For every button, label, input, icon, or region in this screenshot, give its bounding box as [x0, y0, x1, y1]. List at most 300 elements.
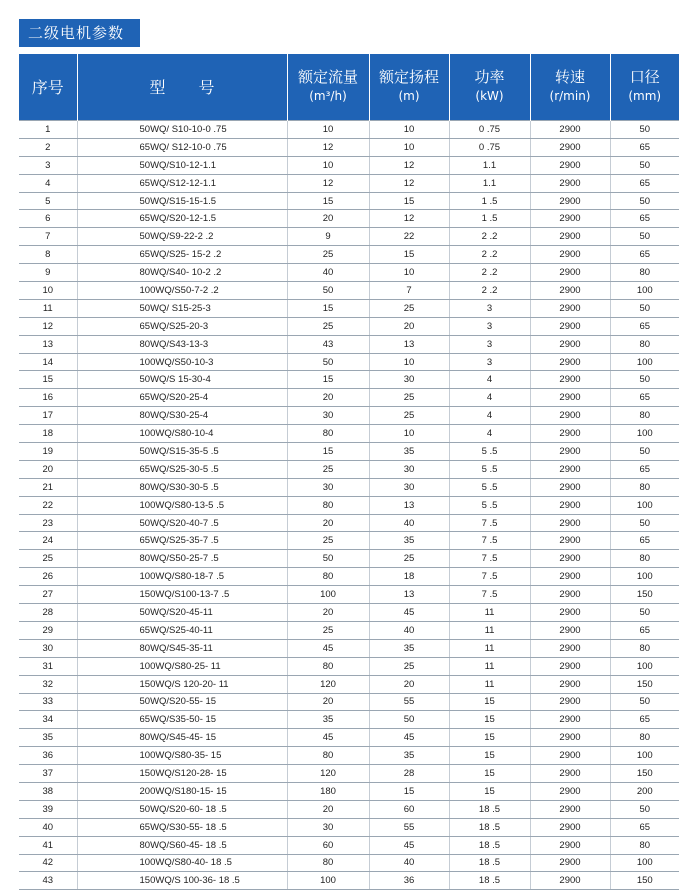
cell-model: 65WQ/S25-20-3: [77, 317, 287, 335]
cell-power: 18 .5: [449, 818, 530, 836]
section-title: 二级电机参数: [19, 19, 140, 47]
cell-index: 8: [19, 246, 77, 264]
cell-power: 15: [449, 711, 530, 729]
cell-head: 25: [369, 550, 449, 568]
col-header-head: 额定扬程 (m): [369, 54, 449, 121]
cell-index: 9: [19, 264, 77, 282]
cell-flow: 20: [287, 800, 369, 818]
cell-flow: 100: [287, 872, 369, 890]
cell-speed: 2900: [530, 586, 610, 604]
cell-index: 32: [19, 675, 77, 693]
cell-diameter: 65: [610, 460, 679, 478]
cell-model: 50WQ/S10-12-1.1: [77, 156, 287, 174]
cell-diameter: 80: [610, 729, 679, 747]
cell-index: 23: [19, 514, 77, 532]
cell-flow: 25: [287, 246, 369, 264]
cell-index: 3: [19, 156, 77, 174]
cell-model: 100WQ/S80-25- 11: [77, 657, 287, 675]
cell-power: 18 .5: [449, 854, 530, 872]
cell-flow: 20: [287, 604, 369, 622]
cell-diameter: 65: [610, 818, 679, 836]
cell-head: 60: [369, 800, 449, 818]
cell-head: 10: [369, 353, 449, 371]
cell-model: 50WQ/S20-45-11: [77, 604, 287, 622]
cell-index: 37: [19, 765, 77, 783]
cell-model: 65WQ/ S12-10-0 .75: [77, 138, 287, 156]
cell-speed: 2900: [530, 460, 610, 478]
cell-index: 12: [19, 317, 77, 335]
table-row: [19, 138, 679, 156]
cell-speed: 2900: [530, 425, 610, 443]
cell-head: 15: [369, 192, 449, 210]
cell-power: 1 .5: [449, 210, 530, 228]
cell-power: 11: [449, 639, 530, 657]
cell-flow: 15: [287, 192, 369, 210]
cell-diameter: 50: [610, 693, 679, 711]
cell-index: 28: [19, 604, 77, 622]
cell-diameter: 100: [610, 854, 679, 872]
table-row: [19, 478, 679, 496]
cell-model: 100WQ/S80-18-7 .5: [77, 568, 287, 586]
cell-speed: 2900: [530, 192, 610, 210]
table-row: [19, 156, 679, 174]
cell-model: 65WQ/S25-40-11: [77, 621, 287, 639]
cell-power: 5 .5: [449, 443, 530, 461]
cell-index: 34: [19, 711, 77, 729]
cell-model: 100WQ/S80-13-5 .5: [77, 496, 287, 514]
cell-power: 11: [449, 675, 530, 693]
cell-flow: 12: [287, 138, 369, 156]
cell-model: 100WQ/S50-7-2 .2: [77, 282, 287, 300]
table-row: [19, 765, 679, 783]
cell-model: 150WQ/S 100-36- 18 .5: [77, 872, 287, 890]
cell-diameter: 80: [610, 639, 679, 657]
cell-flow: 15: [287, 443, 369, 461]
cell-head: 7: [369, 282, 449, 300]
cell-speed: 2900: [530, 210, 610, 228]
cell-diameter: 80: [610, 264, 679, 282]
cell-power: 3: [449, 317, 530, 335]
table-row: [19, 246, 679, 264]
cell-diameter: 80: [610, 407, 679, 425]
cell-diameter: 50: [610, 514, 679, 532]
cell-speed: 2900: [530, 478, 610, 496]
cell-index: 1: [19, 121, 77, 139]
cell-speed: 2900: [530, 711, 610, 729]
cell-speed: 2900: [530, 693, 610, 711]
table-row: [19, 693, 679, 711]
cell-speed: 2900: [530, 371, 610, 389]
cell-diameter: 100: [610, 747, 679, 765]
cell-model: 65WQ/S12-12-1.1: [77, 174, 287, 192]
cell-index: 19: [19, 443, 77, 461]
cell-power: 3: [449, 335, 530, 353]
cell-index: 16: [19, 389, 77, 407]
cell-flow: 20: [287, 514, 369, 532]
cell-diameter: 50: [610, 371, 679, 389]
cell-head: 35: [369, 747, 449, 765]
col-header-flow: 额定流量 (m³/h): [287, 54, 369, 121]
cell-head: 15: [369, 782, 449, 800]
cell-power: 4: [449, 407, 530, 425]
cell-power: 4: [449, 425, 530, 443]
cell-head: 12: [369, 210, 449, 228]
table-body: [19, 121, 679, 890]
cell-flow: 15: [287, 299, 369, 317]
cell-index: 35: [19, 729, 77, 747]
table-row: [19, 657, 679, 675]
table-row: [19, 800, 679, 818]
cell-index: 39: [19, 800, 77, 818]
cell-speed: 2900: [530, 496, 610, 514]
cell-head: 20: [369, 675, 449, 693]
table-row: [19, 782, 679, 800]
cell-flow: 80: [287, 854, 369, 872]
cell-speed: 2900: [530, 872, 610, 890]
cell-power: 15: [449, 747, 530, 765]
cell-diameter: 65: [610, 246, 679, 264]
col-header-model: 型 号: [77, 54, 287, 121]
table-row: [19, 389, 679, 407]
cell-speed: 2900: [530, 639, 610, 657]
cell-head: 35: [369, 443, 449, 461]
cell-head: 30: [369, 478, 449, 496]
cell-diameter: 80: [610, 550, 679, 568]
cell-speed: 2900: [530, 264, 610, 282]
cell-speed: 2900: [530, 138, 610, 156]
cell-diameter: 100: [610, 496, 679, 514]
cell-model: 50WQ/S20-60- 18 .5: [77, 800, 287, 818]
table-row: [19, 210, 679, 228]
cell-flow: 45: [287, 729, 369, 747]
cell-power: 4: [449, 389, 530, 407]
cell-index: 36: [19, 747, 77, 765]
cell-power: 4: [449, 371, 530, 389]
cell-diameter: 100: [610, 568, 679, 586]
cell-head: 35: [369, 639, 449, 657]
cell-head: 13: [369, 586, 449, 604]
cell-index: 38: [19, 782, 77, 800]
cell-index: 24: [19, 532, 77, 550]
cell-index: 31: [19, 657, 77, 675]
cell-flow: 43: [287, 335, 369, 353]
cell-power: 15: [449, 765, 530, 783]
table-row: [19, 228, 679, 246]
cell-model: 65WQ/S20-25-4: [77, 389, 287, 407]
cell-diameter: 65: [610, 532, 679, 550]
cell-flow: 12: [287, 174, 369, 192]
cell-power: 18 .5: [449, 836, 530, 854]
cell-model: 65WQ/S30-55- 18 .5: [77, 818, 287, 836]
cell-speed: 2900: [530, 604, 610, 622]
table-row: [19, 550, 679, 568]
cell-diameter: 50: [610, 121, 679, 139]
cell-diameter: 50: [610, 192, 679, 210]
cell-index: 29: [19, 621, 77, 639]
cell-model: 65WQ/S25- 15-2 .2: [77, 246, 287, 264]
cell-model: 50WQ/ S10-10-0 .75: [77, 121, 287, 139]
cell-diameter: 50: [610, 604, 679, 622]
cell-model: 100WQ/S50-10-3: [77, 353, 287, 371]
cell-diameter: 65: [610, 317, 679, 335]
cell-flow: 80: [287, 496, 369, 514]
cell-speed: 2900: [530, 228, 610, 246]
cell-speed: 2900: [530, 317, 610, 335]
table-row: [19, 353, 679, 371]
cell-model: 100WQ/S80-10-4: [77, 425, 287, 443]
cell-speed: 2900: [530, 353, 610, 371]
cell-head: 36: [369, 872, 449, 890]
table-row: [19, 639, 679, 657]
cell-power: 11: [449, 657, 530, 675]
cell-index: 22: [19, 496, 77, 514]
table-row: [19, 425, 679, 443]
cell-head: 25: [369, 407, 449, 425]
cell-head: 25: [369, 389, 449, 407]
cell-head: 13: [369, 496, 449, 514]
table-row: [19, 496, 679, 514]
cell-power: 7 .5: [449, 586, 530, 604]
cell-diameter: 50: [610, 800, 679, 818]
cell-index: 30: [19, 639, 77, 657]
cell-power: 7 .5: [449, 532, 530, 550]
cell-speed: 2900: [530, 282, 610, 300]
cell-index: 33: [19, 693, 77, 711]
cell-power: 2 .2: [449, 282, 530, 300]
cell-flow: 100: [287, 586, 369, 604]
cell-flow: 25: [287, 460, 369, 478]
cell-speed: 2900: [530, 568, 610, 586]
cell-diameter: 80: [610, 335, 679, 353]
cell-speed: 2900: [530, 729, 610, 747]
cell-power: 2 .2: [449, 264, 530, 282]
cell-power: 5 .5: [449, 460, 530, 478]
cell-diameter: 150: [610, 675, 679, 693]
cell-diameter: 100: [610, 282, 679, 300]
cell-power: 0 .75: [449, 121, 530, 139]
cell-power: 5 .5: [449, 478, 530, 496]
cell-model: 65WQ/S20-12-1.5: [77, 210, 287, 228]
cell-diameter: 150: [610, 586, 679, 604]
cell-speed: 2900: [530, 836, 610, 854]
table-row: [19, 299, 679, 317]
cell-speed: 2900: [530, 407, 610, 425]
cell-model: 65WQ/S35-50- 15: [77, 711, 287, 729]
cell-speed: 2900: [530, 675, 610, 693]
table-row: [19, 460, 679, 478]
cell-flow: 45: [287, 639, 369, 657]
cell-head: 40: [369, 621, 449, 639]
cell-index: 40: [19, 818, 77, 836]
cell-flow: 15: [287, 371, 369, 389]
cell-model: 100WQ/S80-35- 15: [77, 747, 287, 765]
cell-model: 80WQ/S30-30-5 .5: [77, 478, 287, 496]
cell-model: 50WQ/S9-22-2 .2: [77, 228, 287, 246]
cell-diameter: 50: [610, 299, 679, 317]
cell-head: 40: [369, 854, 449, 872]
cell-diameter: 65: [610, 210, 679, 228]
cell-flow: 180: [287, 782, 369, 800]
cell-flow: 10: [287, 121, 369, 139]
cell-head: 30: [369, 460, 449, 478]
cell-model: 65WQ/S25-35-7 .5: [77, 532, 287, 550]
cell-speed: 2900: [530, 443, 610, 461]
cell-index: 27: [19, 586, 77, 604]
cell-flow: 25: [287, 621, 369, 639]
motor-params-table: [19, 54, 679, 890]
cell-head: 25: [369, 299, 449, 317]
cell-flow: 120: [287, 675, 369, 693]
cell-flow: 80: [287, 747, 369, 765]
cell-diameter: 50: [610, 156, 679, 174]
cell-index: 7: [19, 228, 77, 246]
cell-speed: 2900: [530, 335, 610, 353]
cell-index: 18: [19, 425, 77, 443]
table-row: [19, 854, 679, 872]
cell-diameter: 65: [610, 711, 679, 729]
cell-speed: 2900: [530, 156, 610, 174]
table-row: [19, 621, 679, 639]
cell-flow: 25: [287, 532, 369, 550]
cell-index: 10: [19, 282, 77, 300]
cell-power: 15: [449, 693, 530, 711]
cell-flow: 35: [287, 711, 369, 729]
cell-model: 80WQ/S40- 10-2 .2: [77, 264, 287, 282]
cell-speed: 2900: [530, 747, 610, 765]
cell-speed: 2900: [530, 800, 610, 818]
table-header-row: [19, 54, 679, 121]
table-row: [19, 192, 679, 210]
cell-power: 7 .5: [449, 550, 530, 568]
cell-index: 14: [19, 353, 77, 371]
cell-head: 45: [369, 729, 449, 747]
cell-head: 12: [369, 174, 449, 192]
table-row: [19, 121, 679, 139]
cell-flow: 60: [287, 836, 369, 854]
cell-index: 5: [19, 192, 77, 210]
cell-index: 21: [19, 478, 77, 496]
cell-power: 3: [449, 299, 530, 317]
cell-flow: 20: [287, 389, 369, 407]
cell-power: 5 .5: [449, 496, 530, 514]
cell-model: 50WQ/S15-35-5 .5: [77, 443, 287, 461]
table-row: [19, 443, 679, 461]
cell-model: 200WQ/S180-15- 15: [77, 782, 287, 800]
cell-speed: 2900: [530, 854, 610, 872]
cell-flow: 30: [287, 818, 369, 836]
table-row: [19, 836, 679, 854]
table-row: [19, 282, 679, 300]
cell-speed: 2900: [530, 532, 610, 550]
table-row: [19, 675, 679, 693]
table-row: [19, 371, 679, 389]
cell-head: 25: [369, 657, 449, 675]
cell-speed: 2900: [530, 765, 610, 783]
table-row: [19, 747, 679, 765]
cell-power: 11: [449, 621, 530, 639]
cell-head: 28: [369, 765, 449, 783]
cell-model: 80WQ/S45-35-11: [77, 639, 287, 657]
cell-flow: 30: [287, 407, 369, 425]
cell-head: 10: [369, 138, 449, 156]
cell-diameter: 65: [610, 389, 679, 407]
cell-head: 13: [369, 335, 449, 353]
cell-flow: 50: [287, 282, 369, 300]
cell-flow: 9: [287, 228, 369, 246]
cell-head: 50: [369, 711, 449, 729]
cell-head: 55: [369, 818, 449, 836]
cell-diameter: 50: [610, 228, 679, 246]
cell-diameter: 100: [610, 657, 679, 675]
cell-index: 17: [19, 407, 77, 425]
cell-speed: 2900: [530, 550, 610, 568]
table-row: [19, 407, 679, 425]
cell-index: 25: [19, 550, 77, 568]
cell-diameter: 100: [610, 353, 679, 371]
cell-speed: 2900: [530, 389, 610, 407]
table-row: [19, 335, 679, 353]
cell-power: 2 .2: [449, 228, 530, 246]
cell-flow: 50: [287, 353, 369, 371]
cell-power: 1 .5: [449, 192, 530, 210]
cell-model: 50WQ/S15-15-1.5: [77, 192, 287, 210]
table-row: [19, 317, 679, 335]
cell-diameter: 200: [610, 782, 679, 800]
cell-speed: 2900: [530, 782, 610, 800]
cell-index: 6: [19, 210, 77, 228]
cell-power: 1.1: [449, 156, 530, 174]
cell-power: 18 .5: [449, 872, 530, 890]
cell-power: 0 .75: [449, 138, 530, 156]
cell-flow: 80: [287, 425, 369, 443]
cell-head: 30: [369, 371, 449, 389]
cell-index: 2: [19, 138, 77, 156]
cell-head: 10: [369, 425, 449, 443]
cell-model: 100WQ/S80-40- 18 .5: [77, 854, 287, 872]
cell-head: 20: [369, 317, 449, 335]
col-header-speed: 转速 (r/min): [530, 54, 610, 121]
cell-speed: 2900: [530, 514, 610, 532]
cell-diameter: 65: [610, 174, 679, 192]
cell-model: 50WQ/S20-40-7 .5: [77, 514, 287, 532]
cell-model: 80WQ/S43-13-3: [77, 335, 287, 353]
table-row: [19, 711, 679, 729]
cell-power: 7 .5: [449, 514, 530, 532]
cell-power: 7 .5: [449, 568, 530, 586]
cell-flow: 20: [287, 210, 369, 228]
cell-head: 40: [369, 514, 449, 532]
cell-flow: 40: [287, 264, 369, 282]
cell-speed: 2900: [530, 621, 610, 639]
cell-speed: 2900: [530, 818, 610, 836]
cell-speed: 2900: [530, 657, 610, 675]
table-row: [19, 264, 679, 282]
cell-index: 15: [19, 371, 77, 389]
cell-flow: 80: [287, 657, 369, 675]
cell-index: 4: [19, 174, 77, 192]
cell-diameter: 65: [610, 621, 679, 639]
col-header-index: 序号: [19, 54, 77, 121]
cell-index: 11: [19, 299, 77, 317]
table-row: [19, 729, 679, 747]
table-row: [19, 174, 679, 192]
cell-speed: 2900: [530, 121, 610, 139]
cell-power: 1.1: [449, 174, 530, 192]
cell-power: 18 .5: [449, 800, 530, 818]
cell-head: 45: [369, 604, 449, 622]
cell-diameter: 100: [610, 425, 679, 443]
cell-head: 45: [369, 836, 449, 854]
